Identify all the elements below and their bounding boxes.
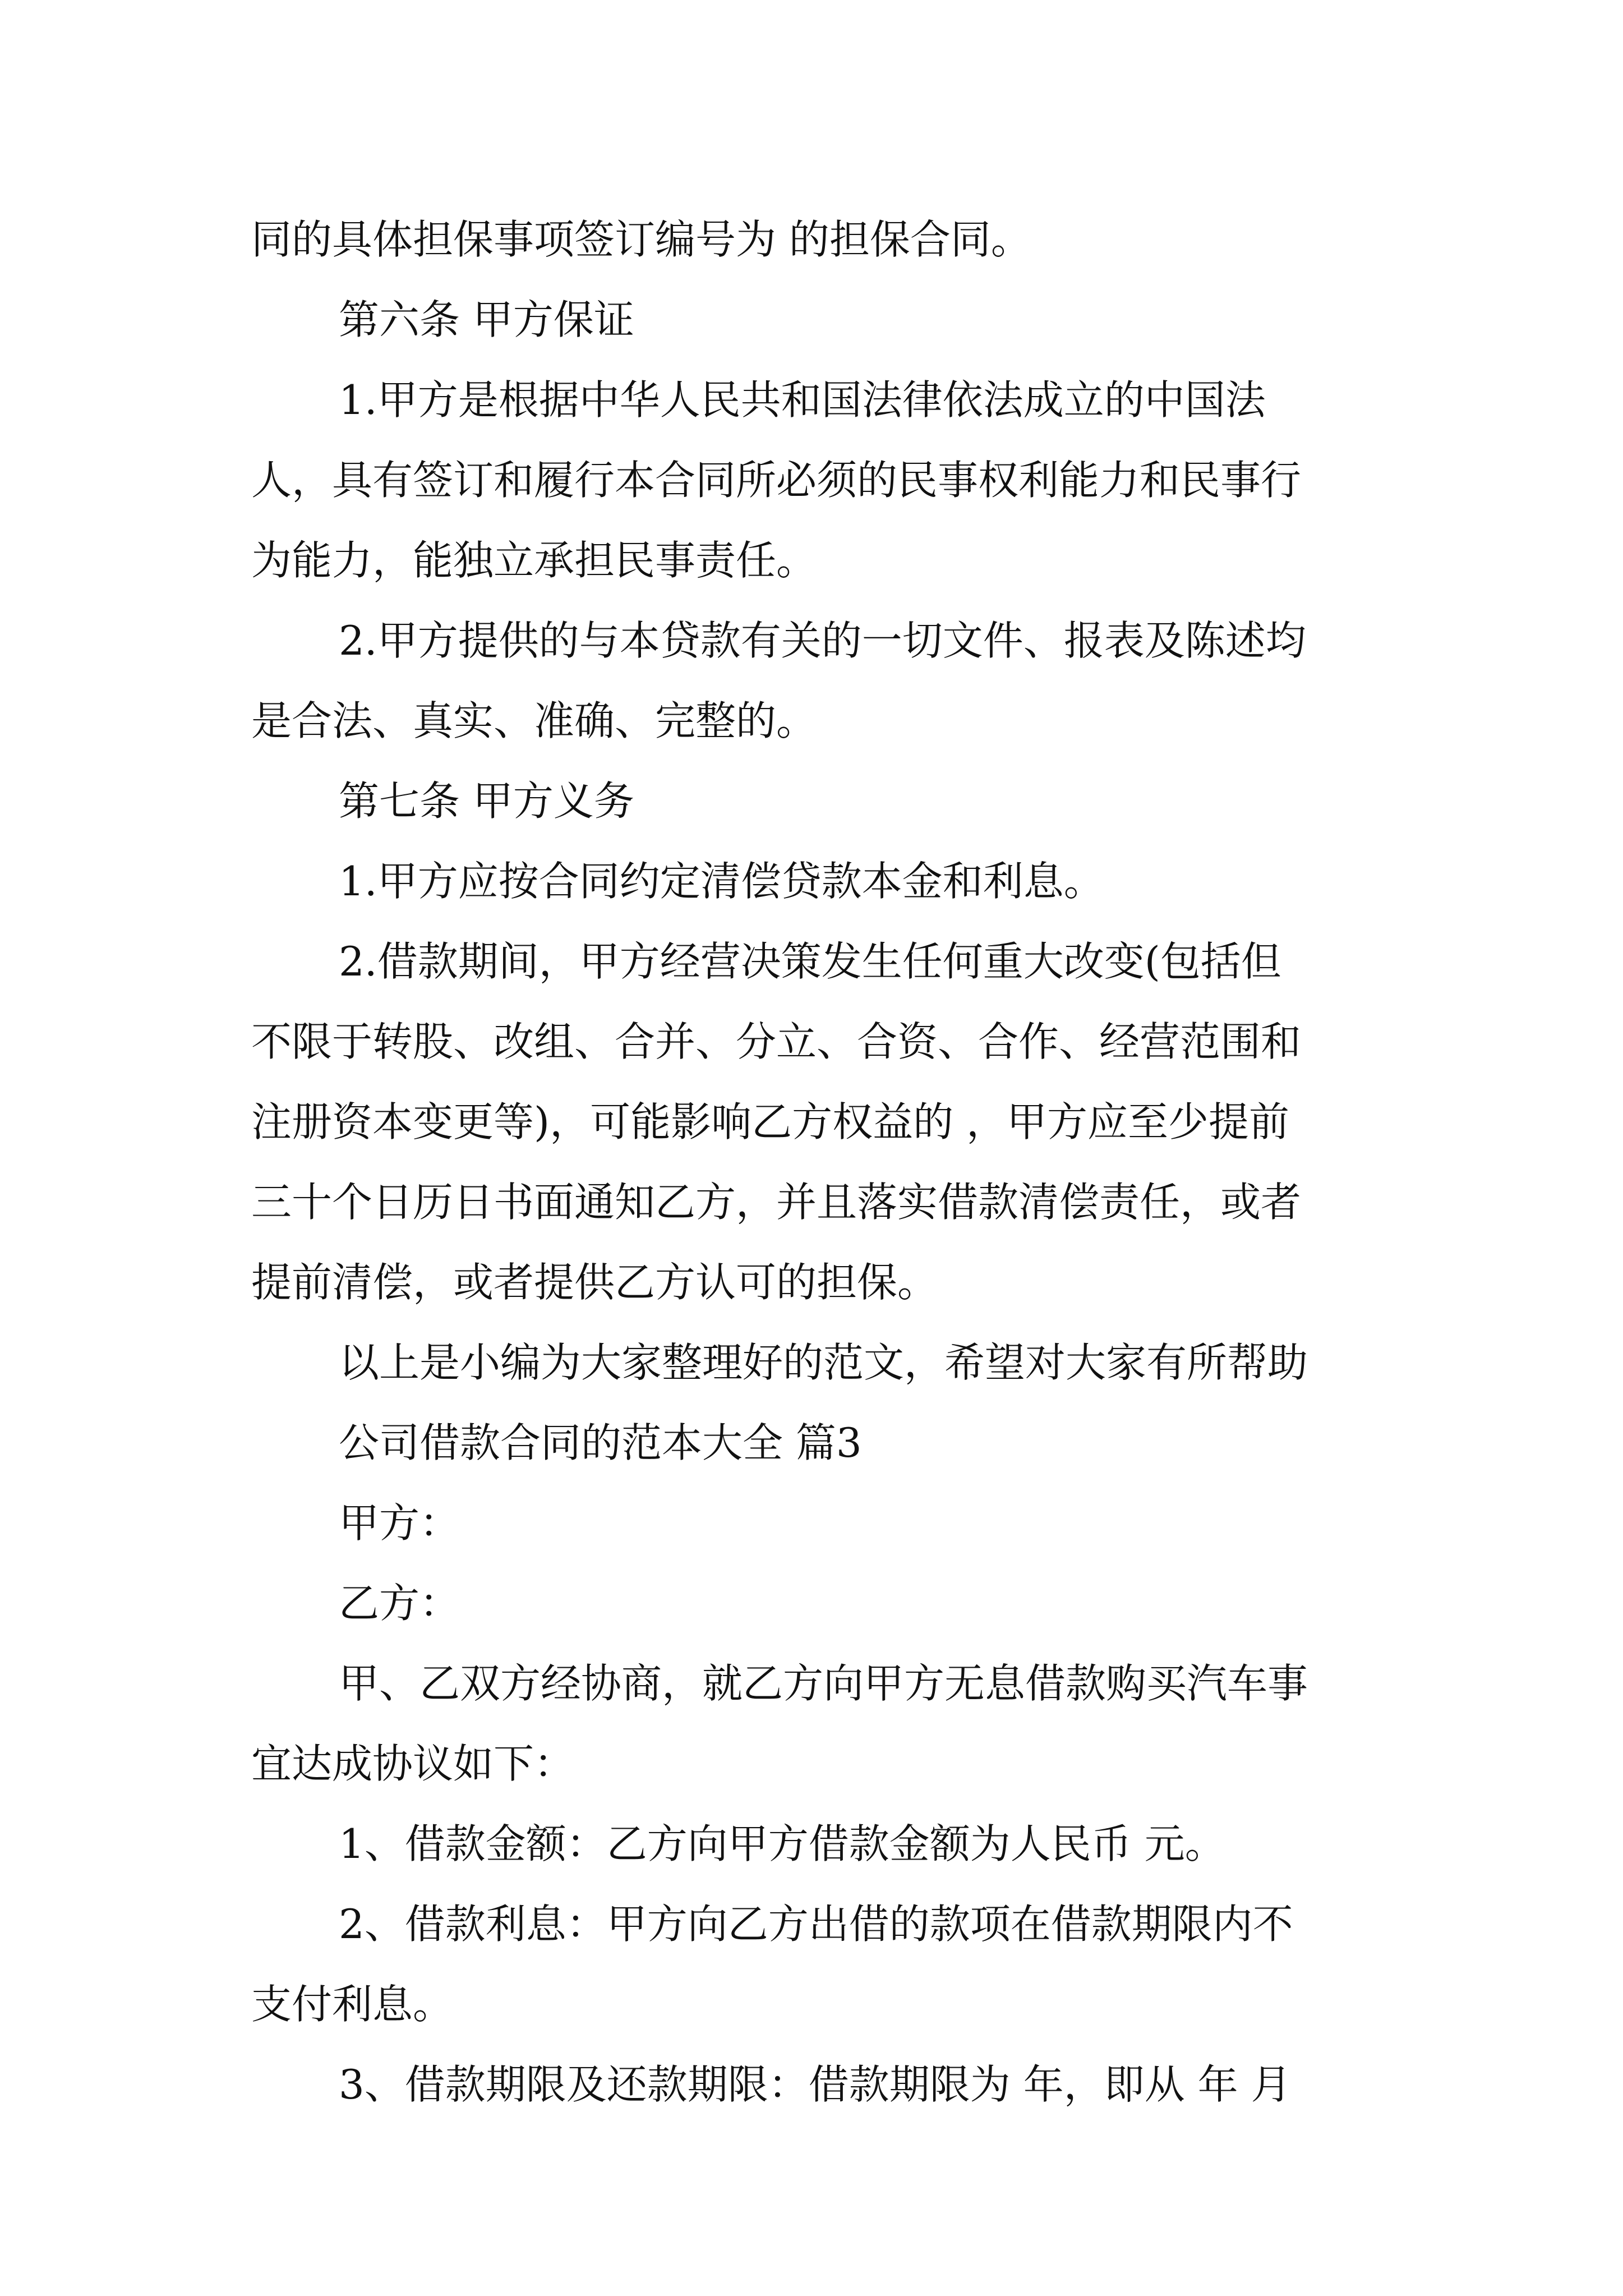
text-line: 人，具有签订和履行本合同所必须的民事权利能力和民事行 [251,457,1302,504]
text-line: 甲、乙双方经协商，就乙方向甲方无息借款购买汽车事 [339,1660,1308,1707]
text-line: 支付利息。 [251,1981,454,2028]
text-line: 三十个日历日书面通知乙方，并且落实借款清偿责任，或者 [251,1179,1302,1226]
document-title: 公司借款合同的范本大全 篇3 [339,1419,862,1466]
party-b-label: 乙方： [339,1580,460,1627]
section-heading: 第七条 甲方义务 [339,777,634,825]
text-line: 2.甲方提供的与本贷款有关的一切文件、报表及陈述均 [339,617,1306,664]
text-line: 不限于转股、改组、合并、分立、合资、合作、经营范围和 [251,1018,1302,1065]
text-line: 2.借款期间，甲方经营决策发生任何重大改变(包括但 [339,938,1281,985]
text-line: 1.甲方是根据中华人民共和国法律依法成立的中国法 [339,376,1266,424]
text-line: 1、借款金额：乙方向甲方借款金额为人民币 元。 [339,1820,1225,1867]
text-line: 是合法、真实、准确、完整的。 [251,697,817,744]
text-line: 1.甲方应按合同约定清偿贷款本金和利息。 [339,858,1104,905]
text-line: 以上是小编为大家整理好的范文，希望对大家有所帮助 [339,1339,1308,1386]
text-line: 提前清偿，或者提供乙方认可的担保。 [251,1259,938,1306]
section-heading: 第六条 甲方保证 [339,296,634,343]
text-line: 注册资本变更等)，可能影响乙方权益的 ，甲方应至少提前 [251,1098,1289,1145]
text-line: 2、借款利息：甲方向乙方出借的款项在借款期限内不 [339,1901,1293,1948]
text-line: 同的具体担保事项签订编号为 的担保合同。 [251,216,1031,263]
text-line: 为能力，能独立承担民事责任。 [251,537,817,584]
text-line: 宜达成协议如下： [251,1740,575,1787]
party-a-label: 甲方： [339,1499,460,1547]
text-line: 3、借款期限及还款期限：借款期限为 年，即从 年 月 [339,2061,1292,2108]
